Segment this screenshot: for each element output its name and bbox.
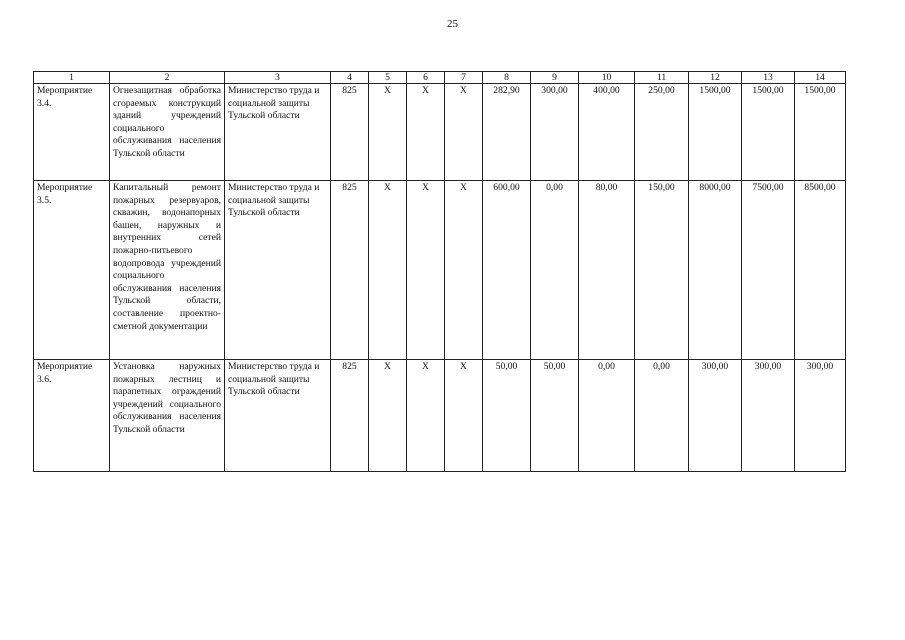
code-cell: 825 [331, 181, 369, 360]
value-cell: 300,00 [795, 360, 846, 472]
header-cell: 5 [369, 72, 407, 84]
value-cell: 8500,00 [795, 181, 846, 360]
mark-cell: X [407, 84, 445, 181]
header-cell: 11 [635, 72, 689, 84]
page-number: 25 [447, 18, 458, 30]
value-cell: 1500,00 [795, 84, 846, 181]
value-cell: 282,90 [483, 84, 531, 181]
measure-cell: Мероприятие 3.4. [34, 84, 110, 181]
table-row [34, 360, 846, 472]
header-cell: 14 [795, 72, 846, 84]
mark-cell: X [445, 84, 483, 181]
value-cell: 0,00 [579, 360, 635, 472]
header-cell: 3 [225, 72, 331, 84]
executor-cell: Министерство труда и социальной защиты Тульской области [225, 84, 331, 181]
value-cell: 150,00 [635, 181, 689, 360]
header-row [34, 72, 846, 84]
mark-cell: X [445, 181, 483, 360]
mark-cell: X [445, 360, 483, 472]
value-cell: 0,00 [531, 181, 579, 360]
header-cell: 2 [110, 72, 225, 84]
header-cell: 7 [445, 72, 483, 84]
executor-cell: Министерство труда и социальной защиты Тульской области [225, 360, 331, 472]
code-cell: 825 [331, 84, 369, 181]
value-cell: 300,00 [742, 360, 795, 472]
executor-cell: Министерство труда и социальной защиты Тульской области [225, 181, 331, 360]
value-cell: 7500,00 [742, 181, 795, 360]
mark-cell: X [369, 84, 407, 181]
measure-cell: Мероприятие 3.6. [34, 360, 110, 472]
value-cell: 600,00 [483, 181, 531, 360]
header-cell: 12 [689, 72, 742, 84]
table-row [34, 181, 846, 360]
budget-table [33, 71, 846, 472]
header-cell: 6 [407, 72, 445, 84]
mark-cell: X [407, 181, 445, 360]
value-cell: 1500,00 [689, 84, 742, 181]
mark-cell: X [369, 360, 407, 472]
measure-cell: Мероприятие 3.5. [34, 181, 110, 360]
value-cell: 0,00 [635, 360, 689, 472]
value-cell: 300,00 [689, 360, 742, 472]
value-cell: 1500,00 [742, 84, 795, 181]
value-cell: 50,00 [483, 360, 531, 472]
table-row [34, 84, 846, 181]
value-cell: 50,00 [531, 360, 579, 472]
description-cell: Капитальный ремонт пожарных резервуаров, скважин, водонапорных башен, наружных и внутренних сетей пожарно-питьевого водопровода учреждений социального обслуживания населения Тульской области, составление проектно-сметной документации [110, 181, 225, 360]
header-cell: 9 [531, 72, 579, 84]
header-cell: 10 [579, 72, 635, 84]
header-cell: 13 [742, 72, 795, 84]
description-cell: Огнезащитная обработка сгораемых конструкций зданий учреждений социального обслуживания населения Тульской области [110, 84, 225, 181]
header-cell: 8 [483, 72, 531, 84]
value-cell: 250,00 [635, 84, 689, 181]
value-cell: 8000,00 [689, 181, 742, 360]
value-cell: 80,00 [579, 181, 635, 360]
mark-cell: X [407, 360, 445, 472]
code-cell: 825 [331, 360, 369, 472]
mark-cell: X [369, 181, 407, 360]
value-cell: 400,00 [579, 84, 635, 181]
description-cell: Установка наружных пожарных лестниц и парапетных ограждений учреждений социального обслуживания населения Тульской области [110, 360, 225, 472]
value-cell: 300,00 [531, 84, 579, 181]
header-cell: 1 [34, 72, 110, 84]
header-cell: 4 [331, 72, 369, 84]
